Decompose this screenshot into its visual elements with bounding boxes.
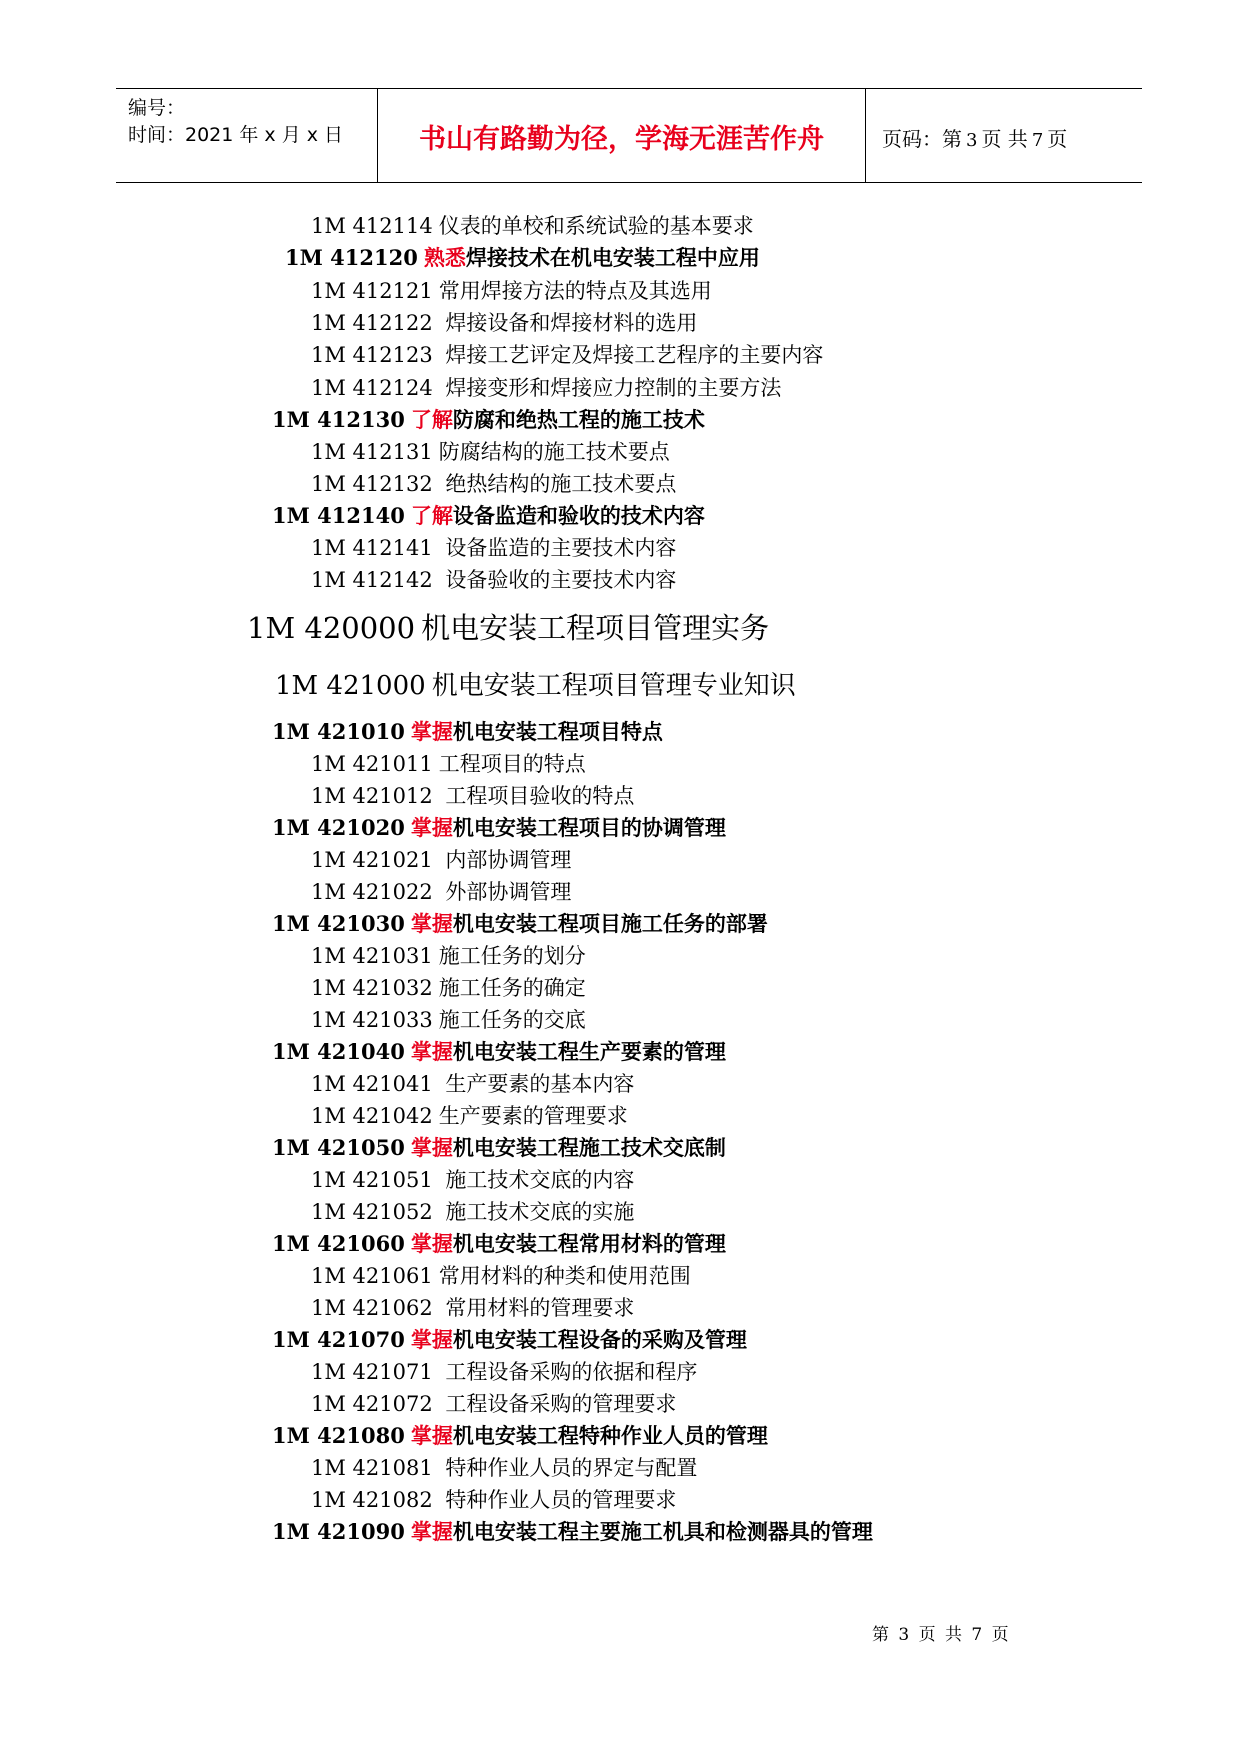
toc-title: 焊接设备和焊接材料的选用 (438, 311, 698, 335)
page-prefix: 页码：第 (882, 127, 962, 151)
toc-entry (311, 940, 586, 972)
toc-title: 机电安装工程施工技术交底制 (452, 1135, 726, 1160)
toc-code: 1M 421011 (311, 752, 433, 776)
toc-entry (311, 748, 586, 780)
toc-entry (311, 780, 634, 812)
toc-title: 机电安装工程项目施工任务的部署 (452, 911, 768, 936)
document-number-label: 编号： (128, 97, 186, 119)
page-mid: 页 共 (981, 127, 1028, 151)
toc-title: 常用材料的管理要求 (438, 1296, 635, 1320)
toc-title: 生产要素的基本内容 (438, 1072, 635, 1096)
toc-code: 1M 420000 (247, 611, 416, 645)
toc-title: 施工技术交底的内容 (438, 1168, 635, 1192)
toc-title: 设备监造和验收的技术内容 (452, 503, 705, 528)
toc-title: 施工任务的交底 (438, 1008, 586, 1032)
toc-code: 1M 421000 (275, 671, 426, 701)
toc-heading (272, 404, 705, 436)
toc-heading (272, 1036, 726, 1068)
toc-title: 焊接技术在机电安装工程中应用 (465, 245, 760, 270)
toc-code: 1M 421061 (311, 1264, 433, 1288)
toc-title: 机电安装工程生产要素的管理 (452, 1039, 726, 1064)
toc-entry (311, 436, 670, 468)
toc-code: 1M 421042 (311, 1104, 433, 1128)
toc-entry (311, 1356, 697, 1388)
toc-entry (311, 210, 754, 242)
toc-code: 1M 421070 (272, 1327, 405, 1352)
toc-title: 焊接工艺评定及焊接工艺程序的主要内容 (438, 343, 824, 367)
toc-keyword: 熟悉 (423, 245, 466, 270)
toc-code: 1M 412121 (311, 279, 433, 303)
toc-entry (311, 372, 781, 404)
toc-title: 机电安装工程项目特点 (452, 719, 663, 744)
toc-keyword: 掌握 (410, 911, 453, 936)
toc-entry (311, 1196, 634, 1228)
toc-title: 工程项目验收的特点 (438, 784, 635, 808)
toc-title: 工程项目的特点 (438, 752, 586, 776)
toc-title: 常用焊接方法的特点及其选用 (438, 279, 712, 303)
toc-code: 1M 421052 (311, 1200, 433, 1224)
toc-title: 设备验收的主要技术内容 (438, 568, 677, 592)
toc-code: 1M 421071 (311, 1360, 433, 1384)
header-page-number (882, 123, 1067, 152)
toc-entry (311, 1004, 586, 1036)
toc-code: 1M 412141 (311, 536, 433, 560)
toc-code: 1M 412140 (272, 503, 405, 528)
toc-entry (311, 1260, 691, 1292)
toc-keyword: 掌握 (410, 1423, 453, 1448)
toc-title: 机电安装工程项目的协调管理 (452, 815, 726, 840)
toc-keyword: 了解 (410, 503, 453, 528)
toc-entry (311, 339, 823, 371)
toc-code: 1M 412122 (311, 311, 433, 335)
toc-entry (311, 532, 676, 564)
toc-code: 1M 421080 (272, 1423, 405, 1448)
toc-title: 外部协调管理 (438, 880, 572, 904)
toc-code: 1M 412124 (311, 376, 433, 400)
toc-entry (311, 307, 697, 339)
header-motto: 书山有路勤为径，学海无涯苦作舟 (419, 124, 824, 155)
toc-code: 1M 421012 (311, 784, 433, 808)
toc-keyword: 掌握 (410, 1327, 453, 1352)
toc-heading (272, 1516, 873, 1548)
toc-heading (285, 242, 760, 274)
toc-code: 1M 421020 (272, 815, 405, 840)
toc-code: 1M 421031 (311, 944, 433, 968)
toc-title: 施工技术交底的实施 (438, 1200, 635, 1224)
toc-title: 机电安装工程项目管理实务 (421, 611, 770, 645)
toc-heading (272, 716, 663, 748)
toc-entry (311, 1292, 634, 1324)
toc-title: 工程设备采购的管理要求 (438, 1392, 677, 1416)
toc-code: 1M 412120 (285, 245, 418, 270)
toc-entry (311, 844, 571, 876)
toc-title: 焊接变形和焊接应力控制的主要方法 (438, 376, 782, 400)
toc-entry (311, 1452, 697, 1484)
toc-title: 机电安装工程项目管理专业知识 (431, 671, 796, 701)
toc-code: 1M 421060 (272, 1231, 405, 1256)
toc-heading (272, 812, 726, 844)
toc-code: 1M 412123 (311, 343, 433, 367)
header-pager-cell (866, 89, 1142, 182)
toc-keyword: 掌握 (410, 1135, 453, 1160)
toc-keyword: 掌握 (410, 719, 453, 744)
toc-title: 设备监造的主要技术内容 (438, 536, 677, 560)
toc-heading (272, 1228, 726, 1260)
toc-entry (311, 1100, 628, 1132)
page-header (116, 88, 1142, 183)
toc-title: 特种作业人员的管理要求 (438, 1488, 677, 1512)
toc-entry (311, 468, 676, 500)
page-current: 3 (966, 130, 978, 151)
toc-title: 仪表的单校和系统试验的基本要求 (438, 214, 754, 238)
toc-heading (272, 1132, 726, 1164)
toc-code: 1M 421072 (311, 1392, 433, 1416)
toc-code: 1M 412142 (311, 568, 433, 592)
toc-title: 施工任务的划分 (438, 944, 586, 968)
toc-entry (311, 1484, 676, 1516)
header-meta-cell (116, 89, 378, 182)
toc-entry (311, 1068, 634, 1100)
toc-code: 1M 421062 (311, 1296, 433, 1320)
toc-title: 工程设备采购的依据和程序 (438, 1360, 698, 1384)
toc-title: 机电安装工程设备的采购及管理 (452, 1327, 747, 1352)
toc-code: 1M 421081 (311, 1456, 433, 1480)
toc-heading (272, 1420, 768, 1452)
toc-code: 1M 421021 (311, 848, 433, 872)
document-time-label: 时间：2021 年 x 月 x 日 (128, 124, 344, 146)
toc-code: 1M 421022 (311, 880, 433, 904)
toc-entry (311, 275, 712, 307)
toc-code: 1M 421050 (272, 1135, 405, 1160)
toc-section-title (275, 668, 796, 704)
toc-title: 防腐结构的施工技术要点 (438, 440, 670, 464)
toc-heading (272, 500, 705, 532)
toc-code: 1M 421010 (272, 719, 405, 744)
toc-title: 生产要素的管理要求 (438, 1104, 628, 1128)
toc-code: 1M 421033 (311, 1008, 433, 1032)
toc-keyword: 了解 (410, 407, 453, 432)
toc-heading (272, 908, 768, 940)
toc-keyword: 掌握 (410, 815, 453, 840)
toc-code: 1M 412132 (311, 472, 433, 496)
toc-keyword: 掌握 (410, 1519, 453, 1544)
toc-entry (311, 1388, 676, 1420)
toc-heading (272, 1324, 747, 1356)
toc-title: 常用材料的种类和使用范围 (438, 1264, 691, 1288)
toc-code: 1M 412130 (272, 407, 405, 432)
toc-code: 1M 421090 (272, 1519, 405, 1544)
toc-title: 特种作业人员的界定与配置 (438, 1456, 698, 1480)
toc-title: 施工任务的确定 (438, 976, 586, 1000)
toc-code: 1M 421040 (272, 1039, 405, 1064)
toc-entry (311, 972, 586, 1004)
toc-title: 绝热结构的施工技术要点 (438, 472, 677, 496)
toc-keyword: 掌握 (410, 1039, 453, 1064)
header-motto-cell (378, 89, 866, 182)
page-footer: 第 3 页 共 7 页 (872, 1625, 1011, 1645)
toc-title: 机电安装工程主要施工机具和检测器具的管理 (452, 1519, 873, 1544)
toc-code: 1M 412131 (311, 440, 433, 464)
toc-section-title (247, 608, 769, 648)
toc-code: 1M 421082 (311, 1488, 433, 1512)
toc-entry (311, 564, 676, 596)
toc-code: 1M 412114 (311, 214, 433, 238)
toc-code: 1M 421030 (272, 911, 405, 936)
toc-title: 内部协调管理 (438, 848, 572, 872)
toc-entry (311, 1164, 634, 1196)
toc-keyword: 掌握 (410, 1231, 453, 1256)
page-total: 7 (1031, 130, 1044, 151)
page-suffix: 页 (1047, 127, 1068, 151)
toc-title: 防腐和绝热工程的施工技术 (452, 407, 705, 432)
toc-title: 机电安装工程特种作业人员的管理 (452, 1423, 768, 1448)
toc-code: 1M 421032 (311, 976, 433, 1000)
toc-title: 机电安装工程常用材料的管理 (452, 1231, 726, 1256)
toc-code: 1M 421051 (311, 1168, 433, 1192)
toc-entry (311, 876, 571, 908)
toc-code: 1M 421041 (311, 1072, 433, 1096)
